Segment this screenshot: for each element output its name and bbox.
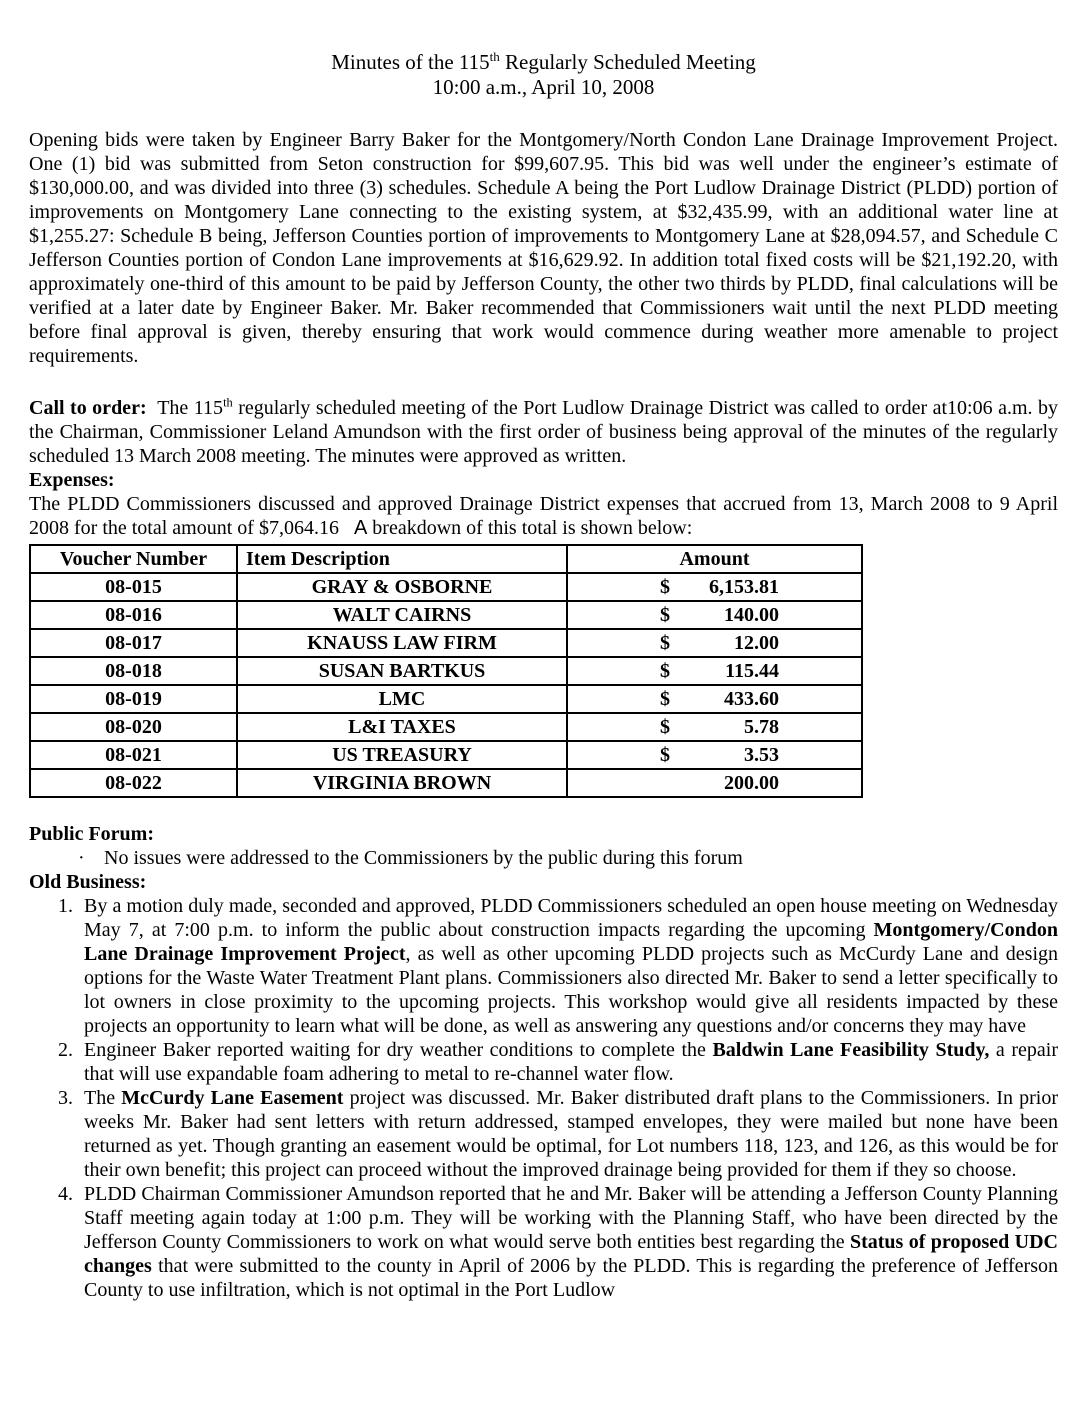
description-cell: L&I TAXES [237, 713, 567, 741]
table-row [30, 741, 862, 769]
old-business-item-3 [29, 1086, 1058, 1182]
voucher-cell: 08-015 [30, 573, 237, 601]
call-to-order-paragraph: Call to order: The 115th regularly scheduled meeting of the Port Ludlow Drainage District was called to order at10:06 a.m. by the Chairman, Commissioner Leland Amundson with the first order of business being approval of the minutes of the regularly scheduled 13 March 2008 meeting. The minutes were approved as written. [29, 395, 1058, 467]
public-forum-bullet-item [29, 846, 1058, 870]
old-business-heading: Old Business: [29, 871, 147, 893]
description-cell: LMC [237, 685, 567, 713]
amount-cell [567, 573, 862, 601]
old-business-item-text: Engineer Baker reported waiting for dry weather conditions to complete the Baldwin Lane Feasibility Study, a repair that will use expandable foam adhering to metal to re-channel water flow. [84, 1039, 1058, 1085]
old-business-item-text: By a motion duly made, seconded and approved, PLDD Commissioners scheduled an open house meeting on Wednesday May 7, at 7:00 p.m. to inform the public about construction impacts regarding the upcoming Montgomery/Condon Lane Drainage Improvement Project, as well as other upcoming PLDD projects such as McCurdy Lane and design options for the Waste Water Treatment Plant plans. Commissioners also directed Mr. Baker to send a letter specifically to lot owners in close proximity to the upcoming projects. This workshop would give all residents impacted by these projects an opportunity to learn what will be done, as well as answering any questions and/or concerns they may have [84, 895, 1058, 1037]
amount-cell [567, 741, 862, 769]
old-business-item-text: The McCurdy Lane Easement project was discussed. Mr. Baker distributed draft plans to the Commissioners. In prior weeks Mr. Baker had sent letters with return addressed, stamped envelopes, they were mailed but none have been returned as yet. Though granting an easement would be optimal, for Lot numbers 118, 123, and 126, as this would be for their own benefit; this project can proceed without the improved drainage being provided for them if they so choose. [84, 1087, 1059, 1181]
amount-value: 3.53 [744, 744, 779, 766]
title-line-1: Minutes of the 115th Regularly Scheduled Meeting [331, 49, 756, 74]
amount-value: 115.44 [725, 660, 779, 682]
amount-currency: $ [660, 744, 670, 766]
amount-cell [567, 657, 862, 685]
amount-cell [567, 769, 862, 797]
item-description-header: Item Description [237, 545, 567, 573]
amount-value: 6,153.81 [709, 576, 779, 598]
amount-currency: $ [660, 688, 670, 710]
table-row [30, 601, 862, 629]
old-business-item-1 [29, 894, 1058, 1038]
amount-value: 433.60 [724, 688, 779, 710]
voucher-cell: 08-022 [30, 769, 237, 797]
list-number: 4. [58, 1183, 73, 1205]
old-business-item-text: PLDD Chairman Commissioner Amundson reported that he and Mr. Baker will be attending a Jefferson County Planning Staff meeting again today at 1:00 p.m. They will be working with the Planning Staff, who have been directed by the Jefferson County Commissioners to work on what would serve both entities best regarding the Status of proposed UDC changes that were submitted to the county in April of 2006 by the PLDD. This is regarding the preference of Jefferson County to use infiltration, which is not optimal in the Port Ludlow [84, 1183, 1058, 1301]
voucher-cell: 08-017 [30, 629, 237, 657]
description-cell: US TREASURY [237, 741, 567, 769]
amount-currency: $ [660, 716, 670, 738]
table-row [30, 573, 862, 601]
bullet-icon: · [78, 847, 85, 869]
amount-cell [567, 601, 862, 629]
public-forum-heading: Public Forum: [29, 823, 154, 845]
amount-currency: $ [660, 660, 670, 682]
title-line-2: 10:00 a.m., April 10, 2008 [432, 75, 655, 99]
description-cell: GRAY & OSBORNE [237, 573, 567, 601]
description-cell: SUSAN BARTKUS [237, 657, 567, 685]
document-title [29, 50, 1058, 100]
old-business-item-2 [29, 1038, 1058, 1086]
voucher-cell: 08-016 [30, 601, 237, 629]
expenses-heading: Expenses: [29, 469, 115, 491]
table-header-row [30, 545, 862, 573]
table-row [30, 629, 862, 657]
list-number: 2. [58, 1039, 73, 1061]
amount-value: 12.00 [734, 632, 779, 654]
amount-cell [567, 629, 862, 657]
voucher-number-header: Voucher Number [30, 545, 237, 573]
table-row [30, 769, 862, 797]
amount-value: 200.00 [724, 772, 779, 794]
description-cell: KNAUSS LAW FIRM [237, 629, 567, 657]
voucher-cell: 08-018 [30, 657, 237, 685]
description-cell: WALT CAIRNS [237, 601, 567, 629]
table-row [30, 685, 862, 713]
opening-bids-paragraph: Opening bids were taken by Engineer Barry Baker for the Montgomery/North Condon Lane Drainage Improvement Project. One (1) bid was submitted from Seton construction for $99,607.95. This bid was well under the engineer’s estimate of $130,000.00, and was divided into three (3) schedules. Schedule A being the Port Ludlow Drainage District (PLDD) portion of improvements on Montgomery Lane connecting to the existing system, at $32,435.99, with an additional water line at $1,255.27: Schedule B being, Jefferson Counties portion of improvements to Montgomery Lane at $28,094.57, and Schedule C Jefferson Counties portion of Condon Lane improvements at $16,629.92. In addition total fixed costs will be $21,192.20, with approximately one-third of this amount to be paid by Jefferson County, the other two thirds by PLDD, final calculations will be verified at a later date by Engineer Baker. Mr. Baker recommended that Commissioners wait until the next PLDD meeting before final approval is given, thereby ensuring that work would commence during weather more amenable to project requirements. [29, 129, 1058, 367]
list-number: 3. [58, 1087, 73, 1109]
expenses-table [29, 544, 863, 798]
amount-value: 140.00 [724, 604, 779, 626]
voucher-cell: 08-019 [30, 685, 237, 713]
expenses-intro: The PLDD Commissioners discussed and approved Drainage District expenses that accrued from 13, March 2008 to 9 April 2008 for the total amount of $7,064.16 A breakdown of this total is shown below: [29, 493, 1058, 539]
list-number: 1. [58, 895, 73, 917]
amount-header: Amount [567, 545, 862, 573]
voucher-cell: 08-021 [30, 741, 237, 769]
table-row [30, 713, 862, 741]
amount-currency: $ [660, 604, 670, 626]
amount-value: 5.78 [744, 716, 779, 738]
amount-currency: $ [660, 632, 670, 654]
old-business-item-4 [29, 1182, 1058, 1302]
voucher-cell: 08-020 [30, 713, 237, 741]
description-cell: VIRGINIA BROWN [237, 769, 567, 797]
amount-cell [567, 685, 862, 713]
public-forum-bullet-text: No issues were addressed to the Commissioners by the public during this forum [104, 847, 743, 869]
amount-currency: $ [660, 576, 670, 598]
table-row [30, 657, 862, 685]
amount-cell [567, 713, 862, 741]
